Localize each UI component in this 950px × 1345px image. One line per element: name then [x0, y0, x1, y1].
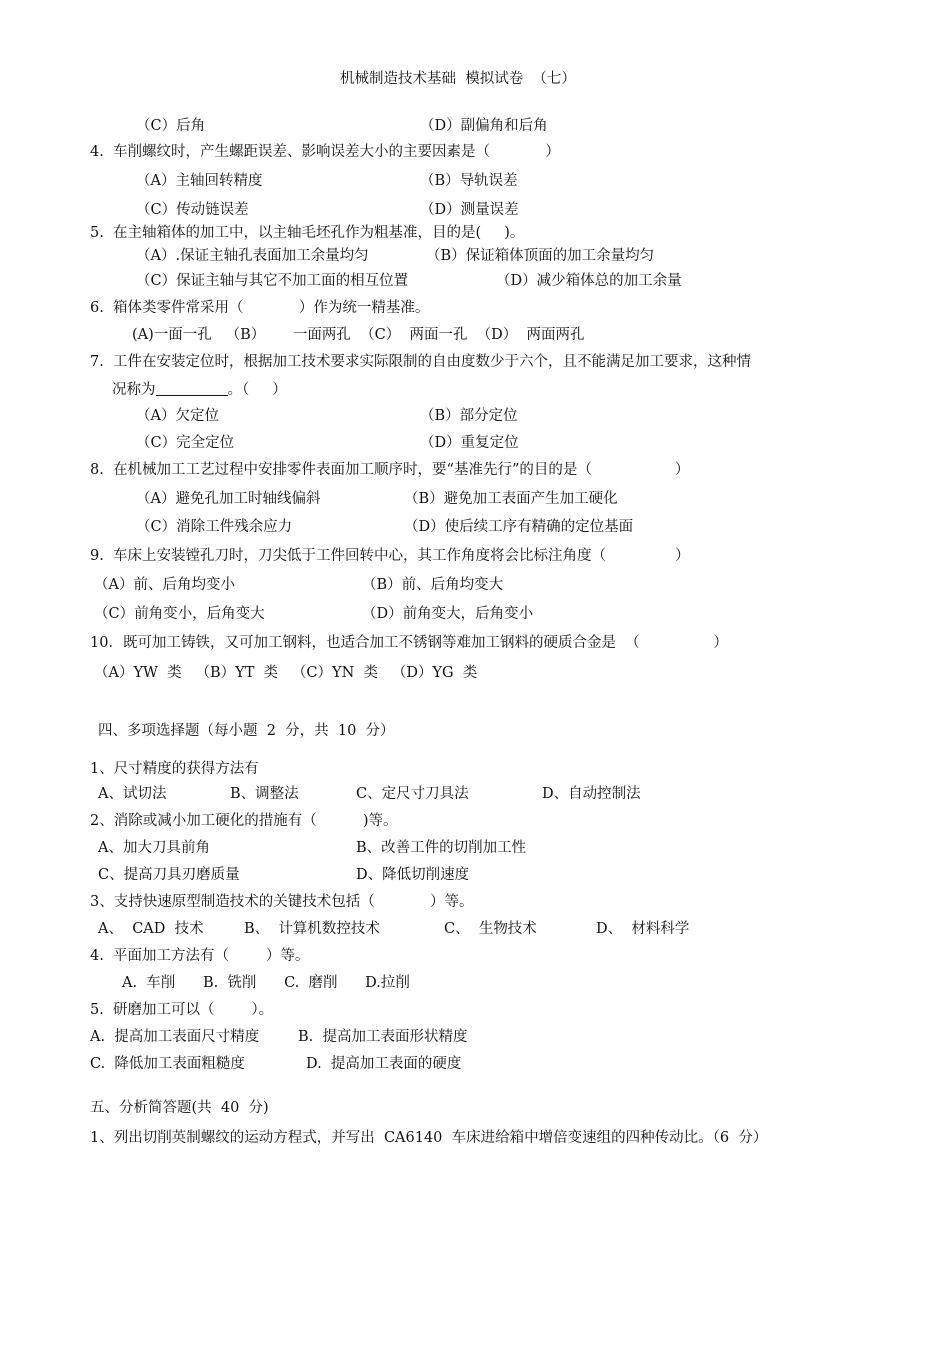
- q7-blank: [156, 381, 228, 396]
- q4-option-b: （B）导轨误差: [420, 173, 518, 189]
- m4-options: A. 车削 B. 铣削 C. 磨削 D.拉削: [122, 975, 410, 991]
- q7-option-a: （A）欠定位: [136, 408, 219, 424]
- q6-options: (A)一面一孔 （B） 一面两孔 （C） 两面一孔 （D） 两面两孔: [132, 327, 585, 343]
- m1-option-d: D、自动控制法: [542, 786, 641, 802]
- m1-option-b: B、调整法: [230, 786, 299, 802]
- m5-option-b: B. 提高加工表面形状精度: [298, 1029, 468, 1045]
- m2-option-d: D、降低切削速度: [356, 867, 470, 883]
- page-title: 机械制造技术基础 模拟试卷 （七）: [340, 71, 576, 87]
- s5-q1-text: 1、列出切削英制螺纹的运动方程式，并写出 CA6140 车床进给箱中增倍变速组的四种传动比。（6 分）: [90, 1130, 768, 1146]
- section5-title: 五、分析简答题(共 40 分): [90, 1100, 269, 1116]
- m2-option-a: A、加大刀具前角: [98, 840, 210, 856]
- q8-option-a: （A）避免孔加工时轴线偏斜: [136, 491, 321, 507]
- m3-option-d: D、 材料科学: [596, 921, 690, 937]
- q4-option-a: （A）主轴回转精度: [136, 173, 263, 189]
- q8-option-b: （B）避免加工表面产生加工硬化: [404, 491, 618, 507]
- m2-text: 2、消除或减小加工硬化的措施有（ )等。: [90, 813, 398, 829]
- m3-option-c: C、 生物技术: [444, 921, 537, 937]
- q5-text: 5. 在主轴箱体的加工中，以主轴毛坯孔作为粗基准，目的是( )。: [90, 225, 525, 241]
- m2-option-c: C、提高刀具刃磨质量: [98, 867, 240, 883]
- m4-text: 4. 平面加工方法有（ ）等。: [90, 948, 310, 964]
- m5-text: 5. 研磨加工可以（ ）。: [90, 1002, 274, 1018]
- m1-option-a: A、试切法: [98, 786, 167, 802]
- m1-option-c: C、定尺寸刀具法: [356, 786, 469, 802]
- q4-option-c: （C）传动链误差: [136, 202, 249, 218]
- m1-text: 1、尺寸精度的获得方法有: [90, 761, 259, 777]
- q9-option-b: （B）前、后角均变大: [362, 577, 504, 593]
- q7-option-c: （C）完全定位: [136, 435, 235, 451]
- q4-option-d: （D）测量误差: [420, 202, 519, 218]
- q7-line2-tail: 。（ ）: [227, 382, 287, 398]
- q7-line1: 7. 工件在安装定位时，根据加工技术要求实际限制的自由度数少于六个，且不能满足加工要求，这种情: [90, 354, 752, 370]
- m5-option-c: C. 降低加工表面粗糙度: [90, 1056, 245, 1072]
- q5-option-c: （C）保证主轴与其它不加工面的相互位置: [136, 273, 409, 289]
- q10-options: （A）YW 类 （B）YT 类 （C）YN 类 （D）YG 类: [94, 665, 478, 681]
- q6-text: 6. 箱体类零件常采用（ ）作为统一精基准。: [90, 300, 430, 316]
- q7-option-b: （B）部分定位: [420, 408, 518, 424]
- q3-option-c: （C）后角: [136, 118, 206, 134]
- q5-option-d: （D）减少箱体总的加工余量: [496, 273, 682, 289]
- q4-text: 4. 车削螺纹时，产生螺距误差、影响误差大小的主要因素是（ ）: [90, 144, 560, 160]
- q5-option-a: （A）.保证主轴孔表面加工余量均匀: [136, 248, 369, 264]
- m5-option-a: A. 提高加工表面尺寸精度: [90, 1029, 260, 1045]
- q10-text: 10．既可加工铸铁，又可加工钢料，也适合加工不锈钢等难加工钢料的硬质合金是 （ ）: [90, 635, 728, 651]
- q8-option-d: （D）使后续工序有精确的定位基面: [404, 519, 634, 535]
- q7-line2-text: 况称为: [112, 382, 156, 398]
- q9-text: 9. 车床上安装镗孔刀时，刀尖低于工件回转中心，其工作角度将会比标注角度（ ）: [90, 548, 690, 564]
- m3-option-a: A、 CAD 技术: [98, 921, 204, 937]
- m3-text: 3、支持快速原型制造技术的关键技术包括（ ）等。: [90, 894, 474, 910]
- m3-option-b: B、 计算机数控技术: [244, 921, 380, 937]
- q8-option-c: （C）消除工件残余应力: [136, 519, 293, 535]
- section4-title: 四、多项选择题（每小题 2 分，共 10 分）: [98, 723, 395, 739]
- q7-option-d: （D）重复定位: [420, 435, 519, 451]
- q9-option-d: （D）前角变大，后角变小: [362, 606, 534, 622]
- q3-option-d: （D）副偏角和后角: [420, 118, 548, 134]
- q9-option-a: （A）前、后角均变小: [94, 577, 235, 593]
- m5-option-d: D. 提高加工表面的硬度: [306, 1056, 462, 1072]
- q9-option-c: （C）前角变小，后角变大: [94, 606, 265, 622]
- q7-line2: [112, 381, 287, 399]
- m2-option-b: B、改善工件的切削加工性: [356, 840, 527, 856]
- q5-option-b: （B）保证箱体顶面的加工余量均匀: [426, 248, 655, 264]
- q8-text: 8. 在机械加工工艺过程中安排零件表面加工顺序时，要“基准先行”的目的是（ ）: [90, 462, 690, 478]
